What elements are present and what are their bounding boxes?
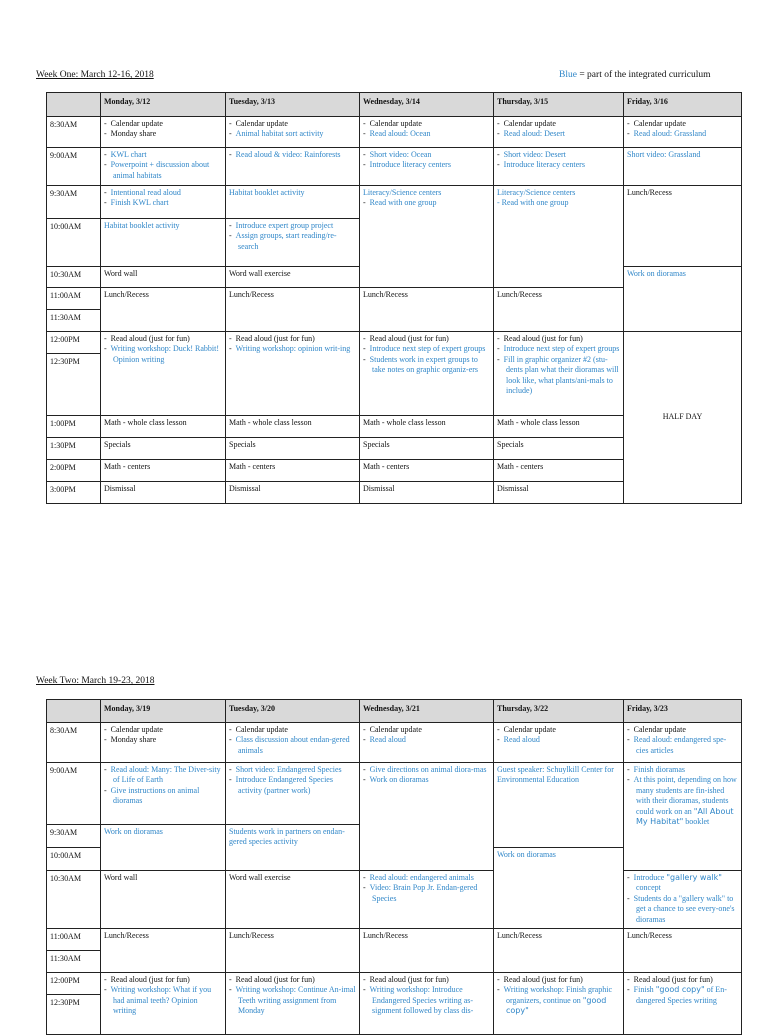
schedule-cell: Dismissal [101, 482, 226, 504]
time-cell: 12:30PM [47, 354, 101, 416]
time-cell: 3:00PM [47, 482, 101, 504]
schedule-cell: - Calendar update - Read aloud [494, 723, 624, 763]
schedule-cell: - Read aloud (just for fun) - Writing workshop: opinion writ-ing [226, 332, 360, 416]
week-one-title: Week One: March 12-16, 2018 [36, 70, 154, 80]
schedule-cell: Habitat booklet activity [101, 219, 226, 267]
time-cell: 10:00AM [47, 219, 101, 267]
schedule-cell: Lunch/Recess [360, 288, 494, 332]
time-cell: 1:00PM [47, 416, 101, 438]
time-cell: 10:30AM [47, 871, 101, 929]
time-cell: 9:00AM [47, 148, 101, 186]
schedule-cell: Math - centers [226, 460, 360, 482]
schedule-cell: - Give directions on animal diora-mas - Work on dioramas [360, 763, 494, 871]
schedule-cell: Dismissal [494, 482, 624, 504]
time-cell: 10:30AM [47, 267, 101, 288]
schedule-cell: Specials [494, 438, 624, 460]
schedule-cell: Math - whole class lesson [360, 416, 494, 438]
schedule-cell: - Read aloud (just for fun) - Writing workshop: Introduce Endangered Species writing as-signment followed by class dis- [360, 973, 494, 1035]
schedule-cell: Short video: Grassland [624, 148, 742, 186]
time-cell: 11:30AM [47, 951, 101, 973]
schedule-cell: Work on dioramas [494, 848, 624, 929]
table-row [47, 973, 742, 995]
week-two-title: Week Two: March 19-23, 2018 [36, 676, 155, 686]
schedule-cell: - Short video: Ocean - Introduce literacy centers [360, 148, 494, 186]
schedule-cell: - Calendar update - Monday share [101, 723, 226, 763]
schedule-cell: Dismissal [226, 482, 360, 504]
schedule-cell: - Introduce "gallery walk" concept - Students do a "gallery walk" to get a chance to see every-one's dioramas [624, 871, 742, 929]
schedule-cell: Habitat booklet activity [226, 186, 360, 219]
week-two-schedule-table [46, 699, 742, 1035]
week-one-schedule-table [46, 92, 742, 504]
day-header: Friday, 3/16 [624, 93, 742, 117]
schedule-cell: Literacy/Science centers - Read with one group [494, 186, 624, 288]
schedule-cell: Work on dioramas [101, 825, 226, 871]
schedule-cell: - Finish dioramas - At this point, depending on how many students are fin-ished with their dioramas, students could work on an "All About My Habitat" booklet [624, 763, 742, 871]
table-row [47, 332, 742, 354]
time-cell: 1:30PM [47, 438, 101, 460]
schedule-cell: Math - centers [360, 460, 494, 482]
schedule-cell: Guest speaker: Schuylkill Center for Environmental Education [494, 763, 624, 848]
schedule-cell: Lunch/Recess [624, 929, 742, 973]
day-header: Friday, 3/23 [624, 700, 742, 723]
schedule-cell: Work on dioramas [624, 267, 742, 332]
time-cell: 12:30PM [47, 995, 101, 1035]
table-header-row [47, 93, 742, 117]
schedule-cell: Math - whole class lesson [494, 416, 624, 438]
schedule-cell: - Read aloud: endangered animals - Video: Brain Pop Jr. Endan-gered Species [360, 871, 494, 929]
schedule-cell: - Read aloud (just for fun) - Finish "good copy" of En-dangered Species writing [624, 973, 742, 1035]
schedule-cell: Dismissal [360, 482, 494, 504]
half-day-cell: HALF DAY [624, 332, 742, 504]
time-cell: 9:30AM [47, 825, 101, 848]
schedule-cell: Specials [360, 438, 494, 460]
schedule-cell: Lunch/Recess [101, 288, 226, 332]
schedule-cell: - Read aloud (just for fun) - Introduce next step of expert groups - Fill in graphic organizer #2 (stu-dents plan what their dioramas will look like, what plants/ani-mals to include) [494, 332, 624, 416]
schedule-cell: - Calendar update - Read aloud: endangered spe-cies articles [624, 723, 742, 763]
schedule-cell: Word wall [101, 267, 226, 288]
schedule-cell: Word wall [101, 871, 226, 929]
schedule-cell: Specials [226, 438, 360, 460]
schedule-cell: - Short video: Endangered Species - Introduce Endangered Species activity (partner work) [226, 763, 360, 825]
schedule-cell: Specials [101, 438, 226, 460]
schedule-cell: Lunch/Recess [360, 929, 494, 973]
schedule-cell: Lunch/Recess [226, 929, 360, 973]
time-cell: 10:00AM [47, 848, 101, 871]
schedule-cell: Literacy/Science centers - Read with one group [360, 186, 494, 288]
table-row [47, 763, 742, 825]
time-header [47, 93, 101, 117]
time-cell: 11:30AM [47, 310, 101, 332]
legend-blue-word: Blue [559, 70, 577, 80]
schedule-cell: - Read aloud (just for fun) - Writing workshop: What if you had animal teeth? Opinion writing [101, 973, 226, 1035]
table-row [47, 929, 742, 951]
color-legend [559, 69, 711, 81]
schedule-cell: - Short video: Desert - Introduce literacy centers [494, 148, 624, 186]
schedule-cell: - Calendar update - Read aloud [360, 723, 494, 763]
schedule-cell: - Read aloud & video: Rainforests [226, 148, 360, 186]
time-cell: 9:30AM [47, 186, 101, 219]
day-header: Wednesday, 3/21 [360, 700, 494, 723]
day-header: Wednesday, 3/14 [360, 93, 494, 117]
table-row [47, 186, 742, 219]
day-header: Thursday, 3/15 [494, 93, 624, 117]
schedule-cell: - Calendar update - Read aloud: Ocean [360, 117, 494, 148]
day-header: Tuesday, 3/13 [226, 93, 360, 117]
time-cell: 12:00PM [47, 332, 101, 354]
schedule-cell: Math - whole class lesson [101, 416, 226, 438]
time-cell: 8:30AM [47, 723, 101, 763]
schedule-cell: Lunch/Recess [624, 186, 742, 267]
schedule-cell: Math - whole class lesson [226, 416, 360, 438]
schedule-cell: - Calendar update - Read aloud: Grassland [624, 117, 742, 148]
table-row [47, 871, 742, 929]
day-header: Thursday, 3/22 [494, 700, 624, 723]
time-cell: 11:00AM [47, 929, 101, 951]
schedule-cell: - Read aloud (just for fun) - Writing workshop: Finish graphic organizers, continue on "good copy" [494, 973, 624, 1035]
time-header [47, 700, 101, 723]
schedule-cell: - Introduce expert group project - Assign groups, start reading/re-search [226, 219, 360, 267]
time-cell: 2:00PM [47, 460, 101, 482]
table-row [47, 148, 742, 186]
schedule-cell: Lunch/Recess [494, 929, 624, 973]
schedule-cell: - Read aloud (just for fun) - Introduce next step of expert groups - Students work in expert groups to take notes on graphic organiz-ers [360, 332, 494, 416]
schedule-cell: - Read aloud: Many: The Diver-sity of Life of Earth - Give instructions on animal dioramas [101, 763, 226, 825]
time-cell: 8:30AM [47, 117, 101, 148]
table-row [47, 723, 742, 763]
time-cell: 12:00PM [47, 973, 101, 995]
schedule-cell: Students work in partners on endan-gered species activity [226, 825, 360, 871]
schedule-cell: - KWL chart - Powerpoint + discussion about animal habitats [101, 148, 226, 186]
schedule-cell: Math - centers [101, 460, 226, 482]
schedule-cell: Math - centers [494, 460, 624, 482]
schedule-cell: - Read aloud (just for fun) - Writing workshop: Continue An-imal Teeth writing assignment from Monday [226, 973, 360, 1035]
schedule-cell: - Read aloud (just for fun) - Writing workshop: Duck! Rabbit! Opinion writing [101, 332, 226, 416]
legend-text: = part of the integrated curriculum [576, 70, 711, 80]
schedule-cell: - Intentional read aloud - Finish KWL chart [101, 186, 226, 219]
table-row [47, 117, 742, 148]
schedule-cell: Lunch/Recess [226, 288, 360, 332]
schedule-cell: Lunch/Recess [494, 288, 624, 332]
schedule-cell: - Calendar update - Monday share [101, 117, 226, 148]
day-header: Monday, 3/19 [101, 700, 226, 723]
schedule-cell: - Calendar update - Read aloud: Desert [494, 117, 624, 148]
day-header: Tuesday, 3/20 [226, 700, 360, 723]
table-header-row [47, 700, 742, 723]
time-cell: 11:00AM [47, 288, 101, 310]
schedule-cell: Word wall exercise [226, 871, 360, 929]
schedule-cell: Word wall exercise [226, 267, 360, 288]
schedule-cell: - Calendar update - Class discussion about endan-gered animals [226, 723, 360, 763]
time-cell: 9:00AM [47, 763, 101, 825]
schedule-cell: Lunch/Recess [101, 929, 226, 973]
schedule-cell: - Calendar update - Animal habitat sort activity [226, 117, 360, 148]
day-header: Monday, 3/12 [101, 93, 226, 117]
